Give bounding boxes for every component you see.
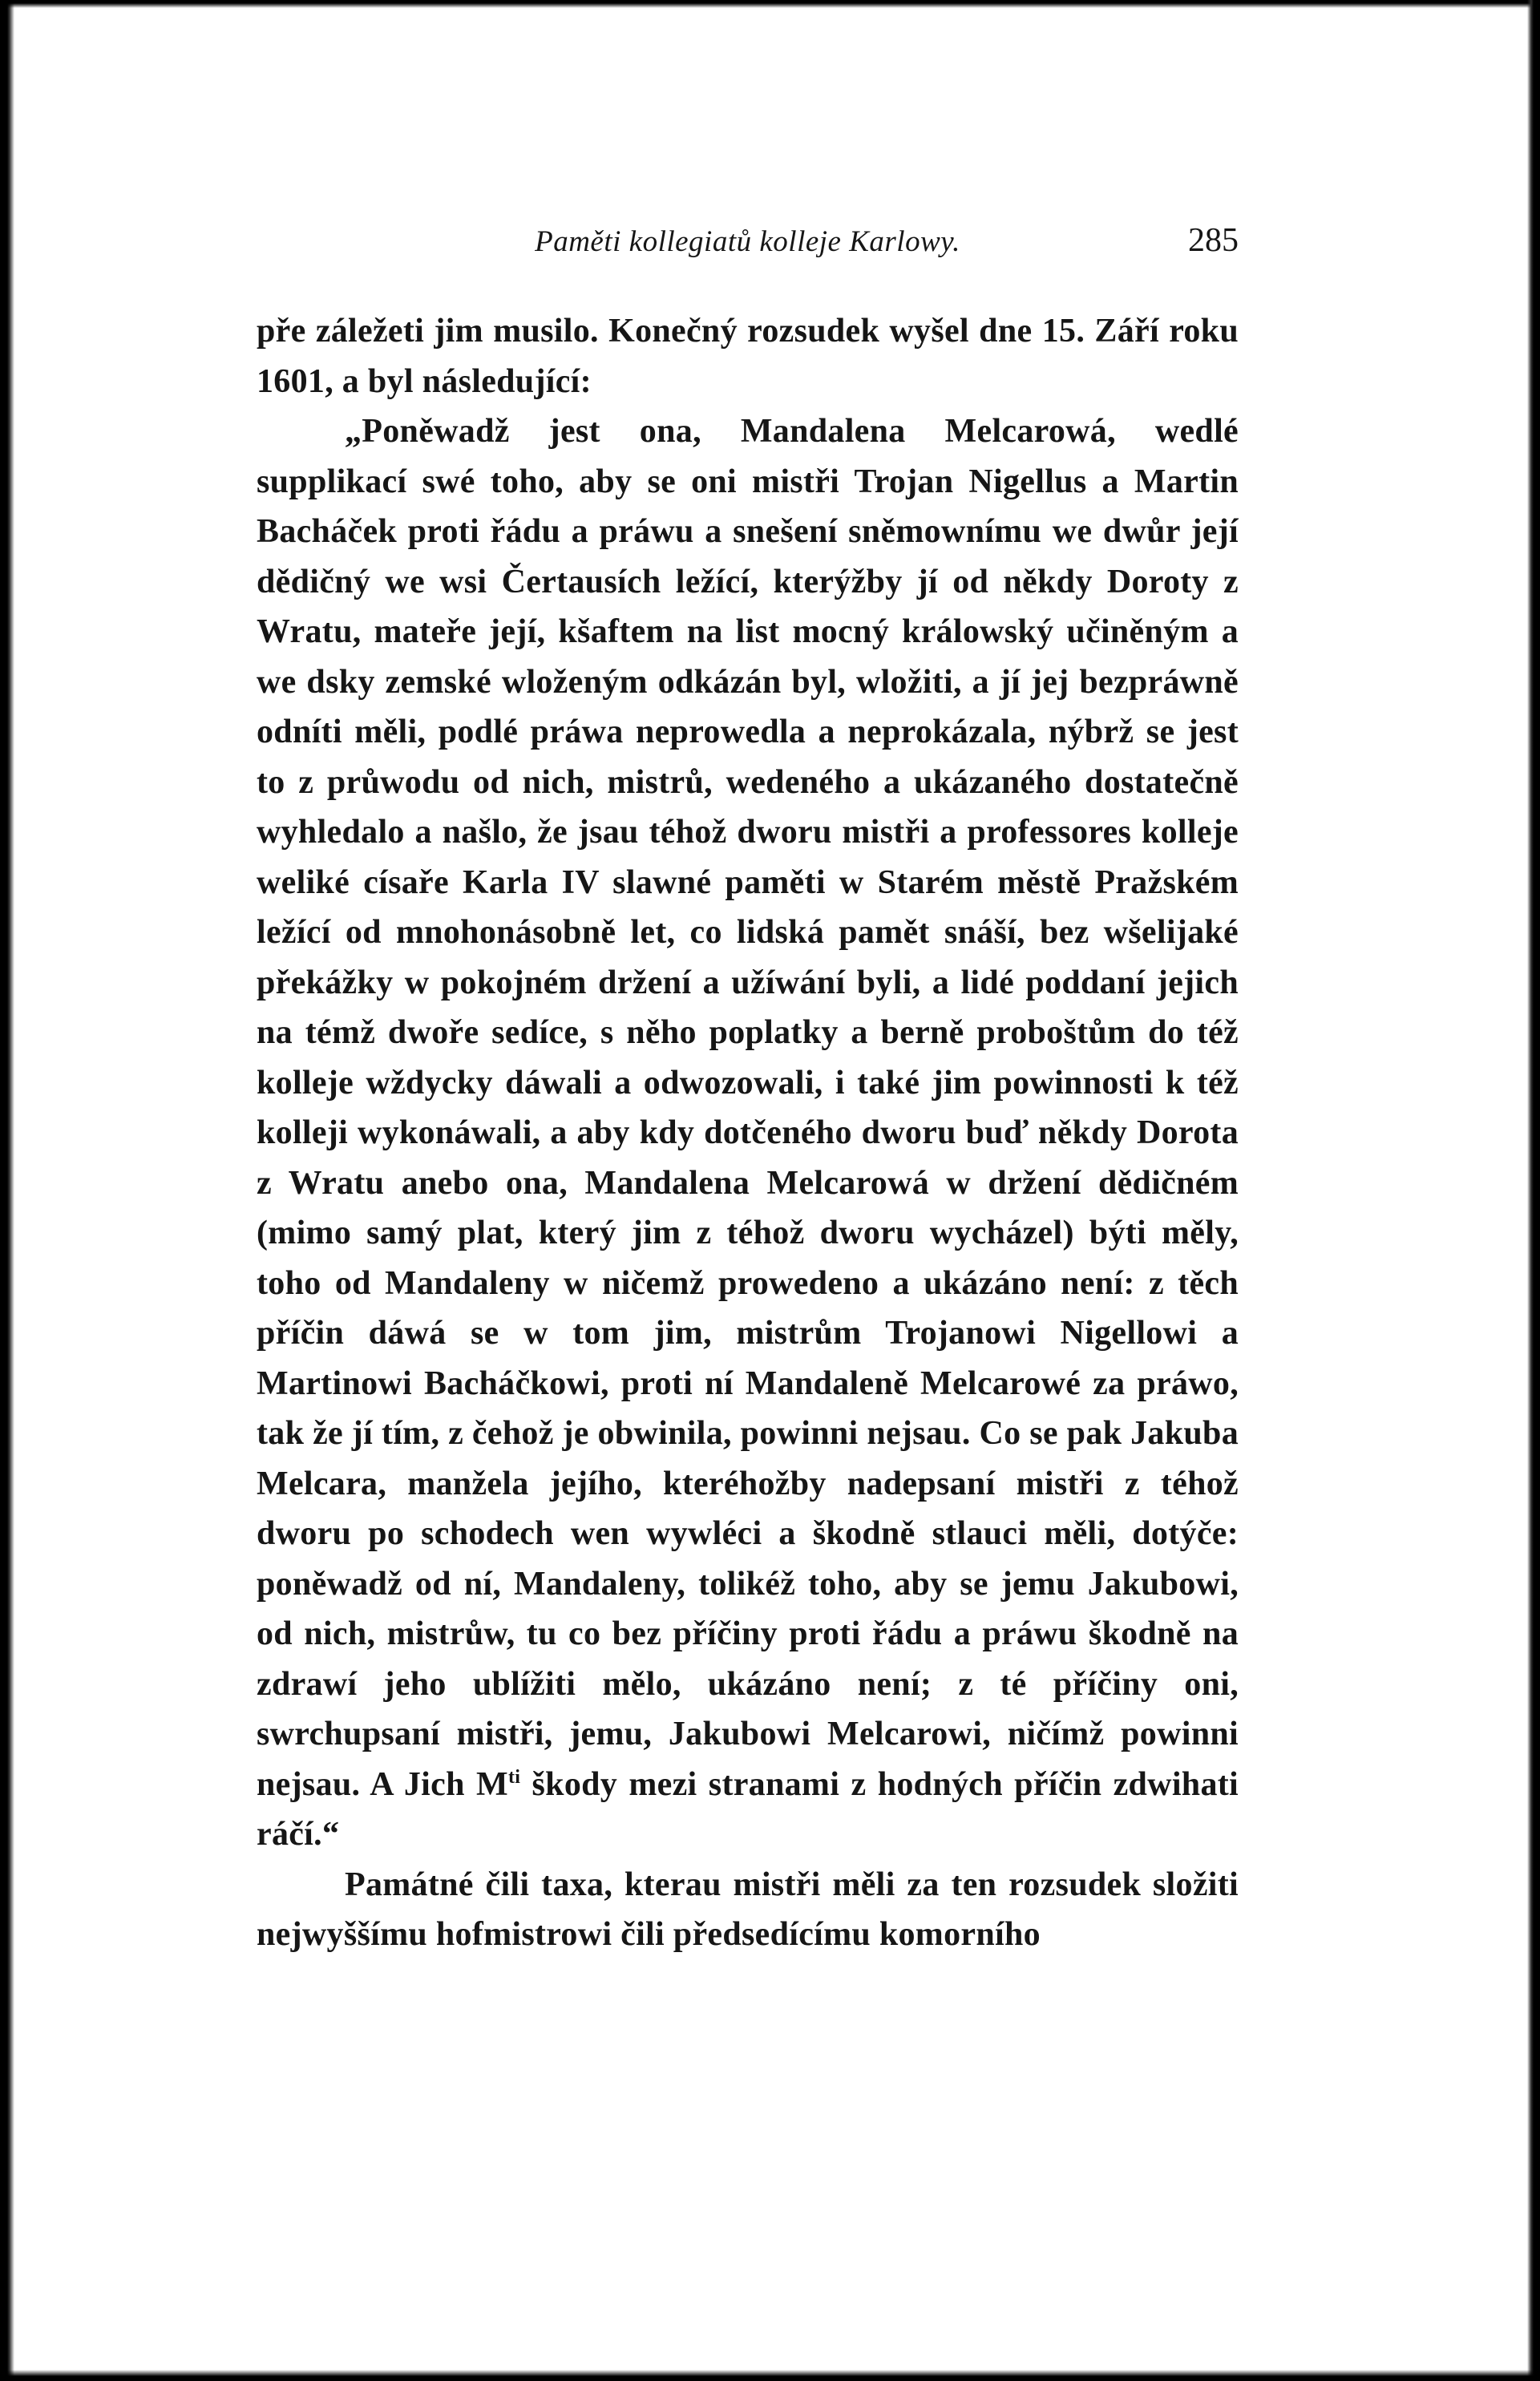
body-text [257,306,1239,1960]
page-number: 285 [1188,222,1239,259]
paragraph-1: pře záležeti jim musilo. Konečný rozsudek wyšel dne 15. Září roku 1601, a byl následující: [257,313,1239,400]
scan-border-right [1527,0,1540,2381]
paragraph-3: Památné čili taxa, kterau mistři měli za ten rozsudek složiti nejwyššímu hofmistrowi čili předsedícímu komorního [257,1866,1239,1953]
scan-border-bottom [0,2370,1540,2381]
paragraph-2-text-b: škody mezi stranami z hodných příčin zdwihati ráčí.“ [257,1765,1239,1853]
book-page [257,210,1239,1960]
scan-border-left [0,0,14,2381]
paragraph-2-text-a: „Poněwadž jest ona, Mandalena Melcarowá, wedlé supplikací swé toho, aby se oni mistři Trojan Nigellus a Martin Bacháček proti řádu a práwu a snešení sněmownímu we dwůr její dědičný we wsi Čertausích ležící, kterýžby jí od někdy Doroty z Wratu, mateře její, kšaftem na list mocný králowský učiněným a we dsky zemské wloženým odkázán byl, wložiti, a jí jej bezpráwně odníti měli, podlé práwa neprowedla a neprokázala, nýbrž se jest to z průwodu od nich, mistrů, wedeného a ukázaného dostatečně wyhledalo a našlo, že jsau téhož dworu mistři a professores kolleje weliké císaře Karla IV slawné paměti w Starém městě Pražském ležící od mnohonásobně let, co lidská pamět snáší, bez wšelijaké překážky w pokojném držení a užíwání byli, a lidé poddaní jejich na témž dwoře sedíce, s něho poplatky a berně proboštům do též kolleje wždycky dáwali a odwozowali, i také jim powinnosti k též kolleji wykonáwali, a aby kdy dotčeného dworu buď někdy Dorota z Wratu anebo ona, Mandalena Melcarowá w držení dědičném (mimo samý plat, který jim z téhož dworu wycházel) býti měly, toho od Mandaleny w ničemž prowedeno a ukázáno není: z těch příčin dáwá se w tom jim, mistrům Trojanowi Nigellowi a Martinowi Bacháčkowi, proti ní Mandaleně Melcarowé za práwo, tak že jí tím, z čehož je obwinila, powinni nejsau. Co se pak Jakuba Melcara, manžela jejího, kteréhožby nadepsaní mistři z téhož dworu po schodech wen wywléci a škodně stlauci měli, dotýče: poněwadž od ní, Mandaleny, tolikéž toho, aby se jemu Jakubowi, od nich, mistrůw, tu co bez příčiny proti řádu a práwu škodně na zdrawí jeho ublížiti mělo, ukázáno není; z té příčiny oni, swrchupsaní mistři, jemu, Jakubowi Melcarowi, ničímž powinni nejsau. A Jich M [257,413,1239,1803]
scan-border-top [0,0,1540,8]
paragraph-2 [257,406,1239,1860]
running-title: Paměti kollegiatů kolleje Karlowy. [535,225,960,258]
paragraph-2-superscript: ti [507,1766,521,1788]
running-head [257,210,1239,266]
